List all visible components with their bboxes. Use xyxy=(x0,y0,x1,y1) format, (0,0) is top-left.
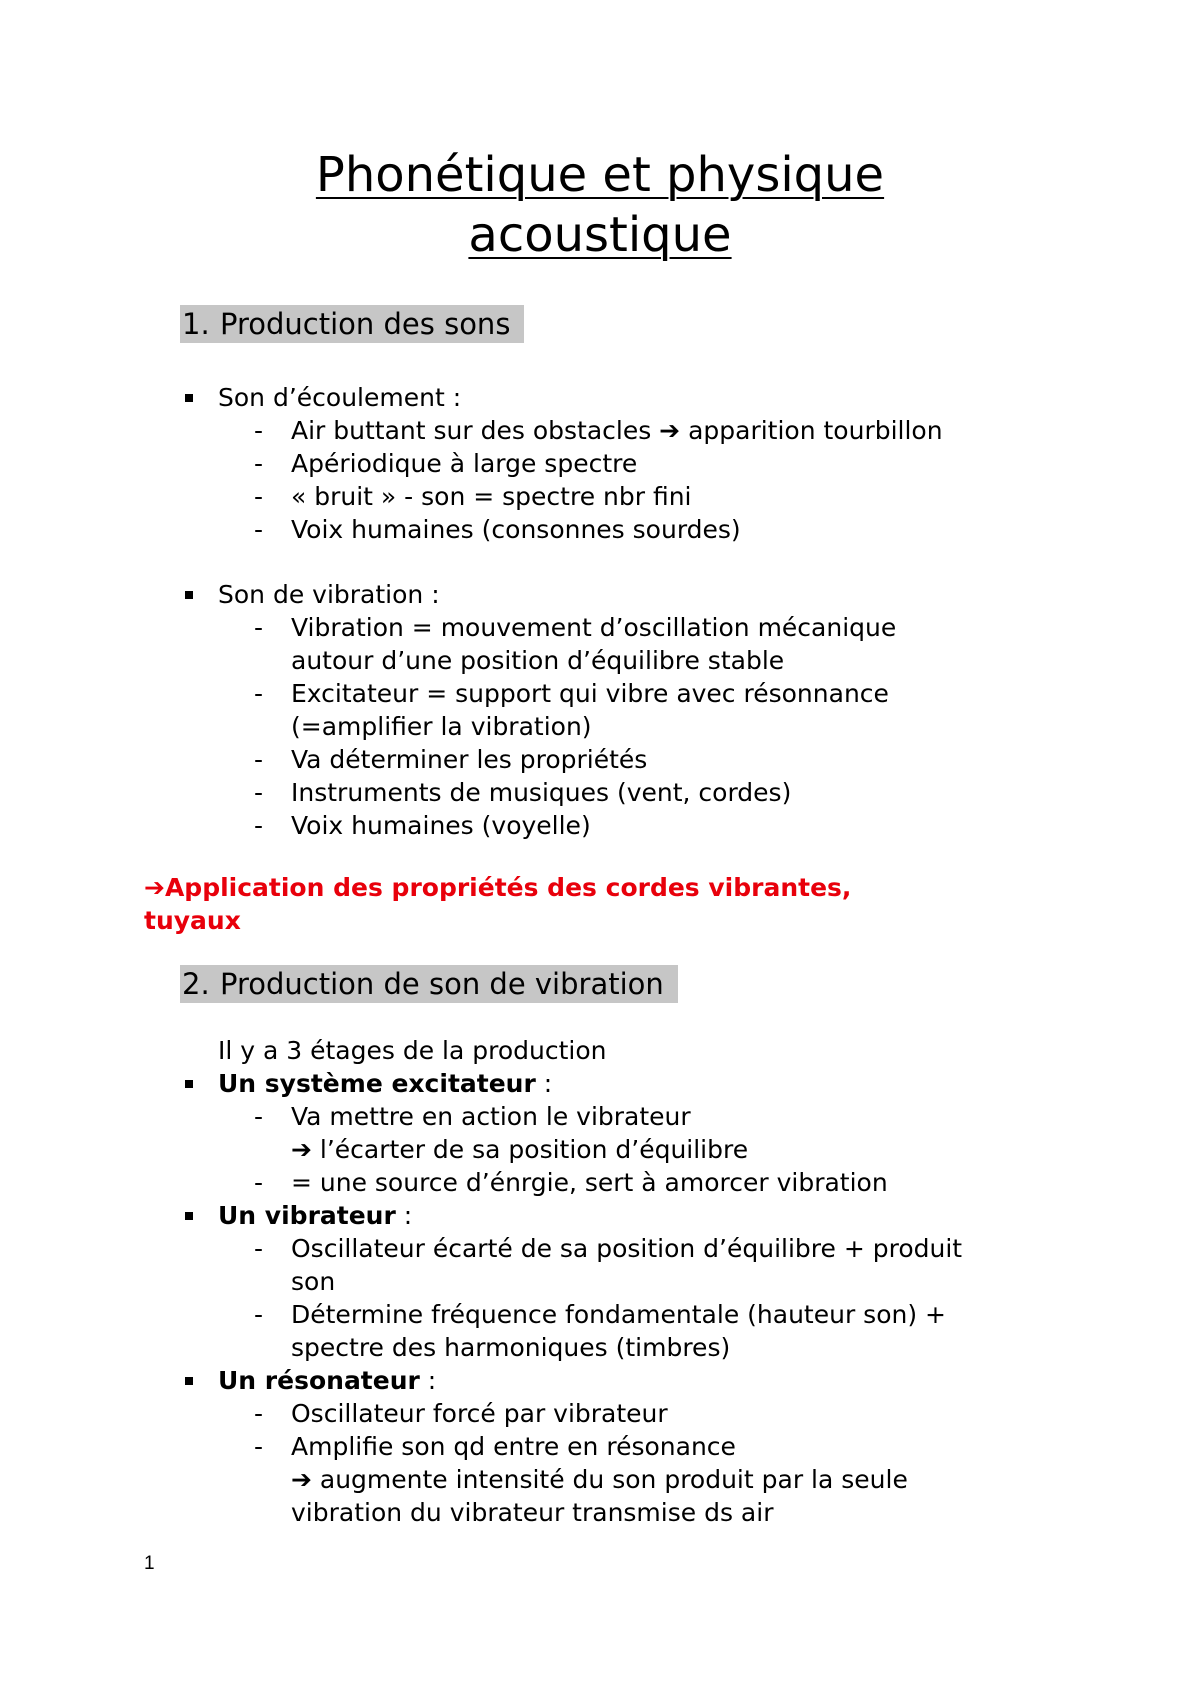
conclusion-text: ➔Application des propriétés des cordes vibrantes, xyxy=(144,873,852,902)
dash-bullet-icon: - xyxy=(254,778,264,807)
dash-bullet-icon: - xyxy=(254,613,264,642)
section-intro: Il y a 3 étages de la production xyxy=(218,1036,607,1065)
list-subitem: Excitateur = support qui vibre avec résonnance xyxy=(291,679,889,708)
dash-bullet-icon: - xyxy=(254,1399,264,1428)
page-number: 1 xyxy=(144,1553,155,1574)
dash-bullet-icon: - xyxy=(254,811,264,840)
list-subitem-continuation: autour d’une position d’équilibre stable xyxy=(291,646,785,675)
dash-bullet-icon: - xyxy=(254,1300,264,1329)
dash-bullet-icon: - xyxy=(254,416,264,445)
list-subitem: Amplifie son qd entre en résonance xyxy=(291,1432,736,1461)
square-bullet-icon xyxy=(185,394,193,402)
list-subitem-continuation: son xyxy=(291,1267,336,1296)
list-subitem-continuation: vibration du vibrateur transmise ds air xyxy=(291,1498,774,1527)
page-title-line2: acoustique xyxy=(468,207,732,263)
square-bullet-icon xyxy=(185,1080,193,1088)
square-bullet-icon xyxy=(185,1377,193,1385)
list-subitem: Va mettre en action le vibrateur xyxy=(291,1102,691,1131)
section-heading-2 xyxy=(180,965,678,1003)
list-subitem: Voix humaines (consonnes sourdes) xyxy=(291,515,741,544)
list-subitem-continuation: (=amplifier la vibration) xyxy=(291,712,592,741)
section-number: 2. xyxy=(182,967,210,1001)
list-subitem: Apériodique à large spectre xyxy=(291,449,638,478)
dash-bullet-icon: - xyxy=(254,1234,264,1263)
dash-bullet-icon: - xyxy=(254,515,264,544)
list-item-label: Un résonateur : xyxy=(218,1366,437,1395)
list-subitem: Oscillateur écarté de sa position d’équilibre + produit xyxy=(291,1234,963,1263)
dash-bullet-icon: - xyxy=(254,679,264,708)
dash-bullet-icon: - xyxy=(254,1432,264,1461)
conclusion-text-continuation: tuyaux xyxy=(144,906,241,935)
dash-bullet-icon: - xyxy=(254,745,264,774)
section-title: Production de son de vibration xyxy=(220,967,664,1001)
list-subitem: Voix humaines (voyelle) xyxy=(291,811,591,840)
list-subitem-continuation: spectre des harmoniques (timbres) xyxy=(291,1333,731,1362)
section-title: Production des sons xyxy=(220,307,511,341)
list-subitem: Va déterminer les propriétés xyxy=(291,745,648,774)
list-subitem: Instruments de musiques (vent, cordes) xyxy=(291,778,792,807)
list-subitem: Vibration = mouvement d’oscillation mécanique xyxy=(291,613,897,642)
square-bullet-icon xyxy=(185,591,193,599)
list-subitem: Détermine fréquence fondamentale (hauteur son) + xyxy=(291,1300,946,1329)
section-heading-1 xyxy=(180,305,524,343)
dash-bullet-icon: - xyxy=(254,1102,264,1131)
list-subitem: Air buttant sur des obstacles ➔ apparition tourbillon xyxy=(291,416,943,445)
list-item-label: Un vibrateur : xyxy=(218,1201,413,1230)
list-subitem-continuation: ➔ augmente intensité du son produit par la seule xyxy=(291,1465,908,1494)
dash-bullet-icon: - xyxy=(254,1168,264,1197)
dash-bullet-icon: - xyxy=(254,449,264,478)
list-subitem: « bruit » - son = spectre nbr fini xyxy=(291,482,692,511)
list-item-label: Son de vibration : xyxy=(218,580,440,609)
page-title-line1: Phonétique et physique xyxy=(315,147,885,203)
dash-bullet-icon: - xyxy=(254,482,264,511)
list-subitem: = une source d’énrgie, sert à amorcer vibration xyxy=(291,1168,888,1197)
section-number: 1. xyxy=(182,307,210,341)
list-subitem-continuation: ➔ l’écarter de sa position d’équilibre xyxy=(291,1135,749,1164)
list-subitem: Oscillateur forcé par vibrateur xyxy=(291,1399,668,1428)
list-item-label: Un système excitateur : xyxy=(218,1069,553,1098)
list-item-label: Son d’écoulement : xyxy=(218,383,462,412)
square-bullet-icon xyxy=(185,1212,193,1220)
